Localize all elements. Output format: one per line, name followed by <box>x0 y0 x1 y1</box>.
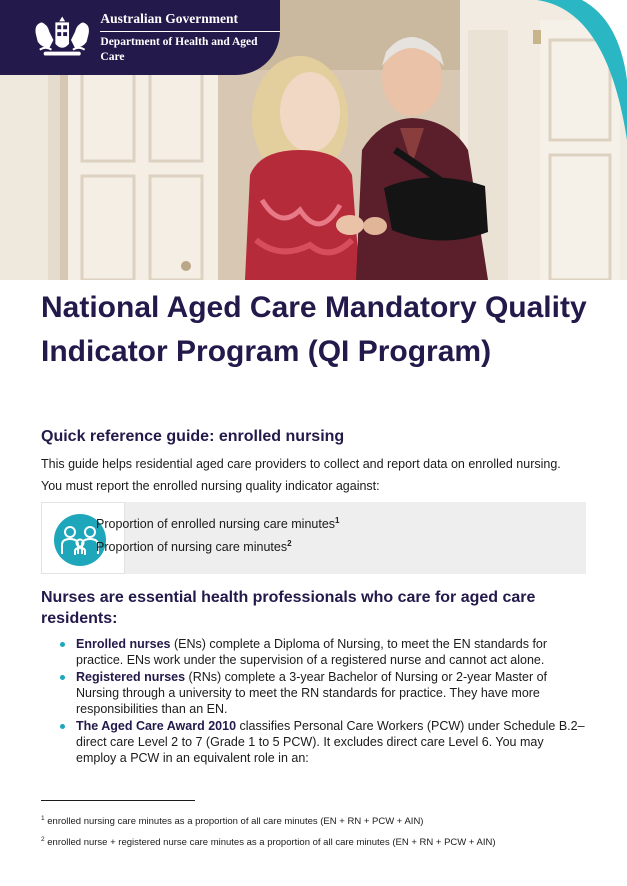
footnote-ref: 1 <box>335 516 340 525</box>
bullet-bold: The Aged Care Award 2010 <box>76 719 237 733</box>
indicator-text: Proportion of nursing care minutes <box>96 540 288 554</box>
footnote-text: enrolled nursing care minutes as a proportion of all care minutes (EN + RN + PCW + AIN) <box>44 816 424 827</box>
department-name: Department of Health and Aged Care <box>100 35 258 63</box>
list-item <box>41 669 586 717</box>
indicator-item <box>96 539 292 554</box>
list-item <box>41 636 586 668</box>
bullet-dot <box>60 724 65 729</box>
bullet-text: (ENs) complete a Diploma of Nursing, to meet the EN standards for practice. ENs work under the supervision of a registered nurse and cannot act alone. <box>76 637 548 667</box>
footnote-divider <box>41 800 195 801</box>
hero-banner <box>0 0 627 280</box>
list-item <box>41 718 586 766</box>
footnote-text: enrolled nurse + registered nurse care minutes as a proportion of all care minutes (EN + RN + PCW + AIN) <box>44 837 496 848</box>
section-heading: Nurses are essential health professionals who care for aged care residents: <box>41 589 536 627</box>
footnote-ref: 2 <box>287 539 292 548</box>
coat-of-arms-icon <box>30 14 94 62</box>
intro-paragraph: You must report the enrolled nursing quality indicator against: <box>41 479 380 493</box>
intro-paragraph: This guide helps residential aged care providers to collect and report data on enrolled nursing. <box>41 457 561 471</box>
bullet-dot <box>60 675 65 680</box>
government-badge <box>0 0 280 75</box>
bullet-text: classifies Personal Care Workers (PCW) under Schedule B.2– direct care Level 2 to 7 (Grade 1 to 5 PCW). It excludes direct care Level 6. You may employ a PCW in an equivalent role in an: <box>76 719 585 765</box>
footnote <box>41 815 423 827</box>
gov-title: Australian Government <box>100 11 280 32</box>
bullet-dot <box>60 642 65 647</box>
footnote <box>41 836 496 848</box>
footnote-number: 2 <box>41 836 45 843</box>
indicator-icon-cell <box>41 502 125 574</box>
bullet-bold: Registered nurses <box>76 670 186 684</box>
page-title: National Aged Care Mandatory Quality Indicator Program (QI Program) <box>41 291 587 368</box>
indicator-item <box>96 516 339 531</box>
indicator-text: Proportion of enrolled nursing care minutes <box>96 517 336 531</box>
subtitle: Quick reference guide: enrolled nursing <box>41 428 345 445</box>
bullet-text: (RNs) complete a 3-year Bachelor of Nursing or 2-year Master of Nursing through a university to meet the RN standards for practice. They have more responsibilities than an EN. <box>76 670 548 716</box>
bullet-list <box>41 636 586 767</box>
footnote-number: 1 <box>41 815 45 822</box>
decorative-corner <box>497 0 627 140</box>
bullet-bold: Enrolled nurses <box>76 637 171 651</box>
indicator-box <box>41 502 586 574</box>
